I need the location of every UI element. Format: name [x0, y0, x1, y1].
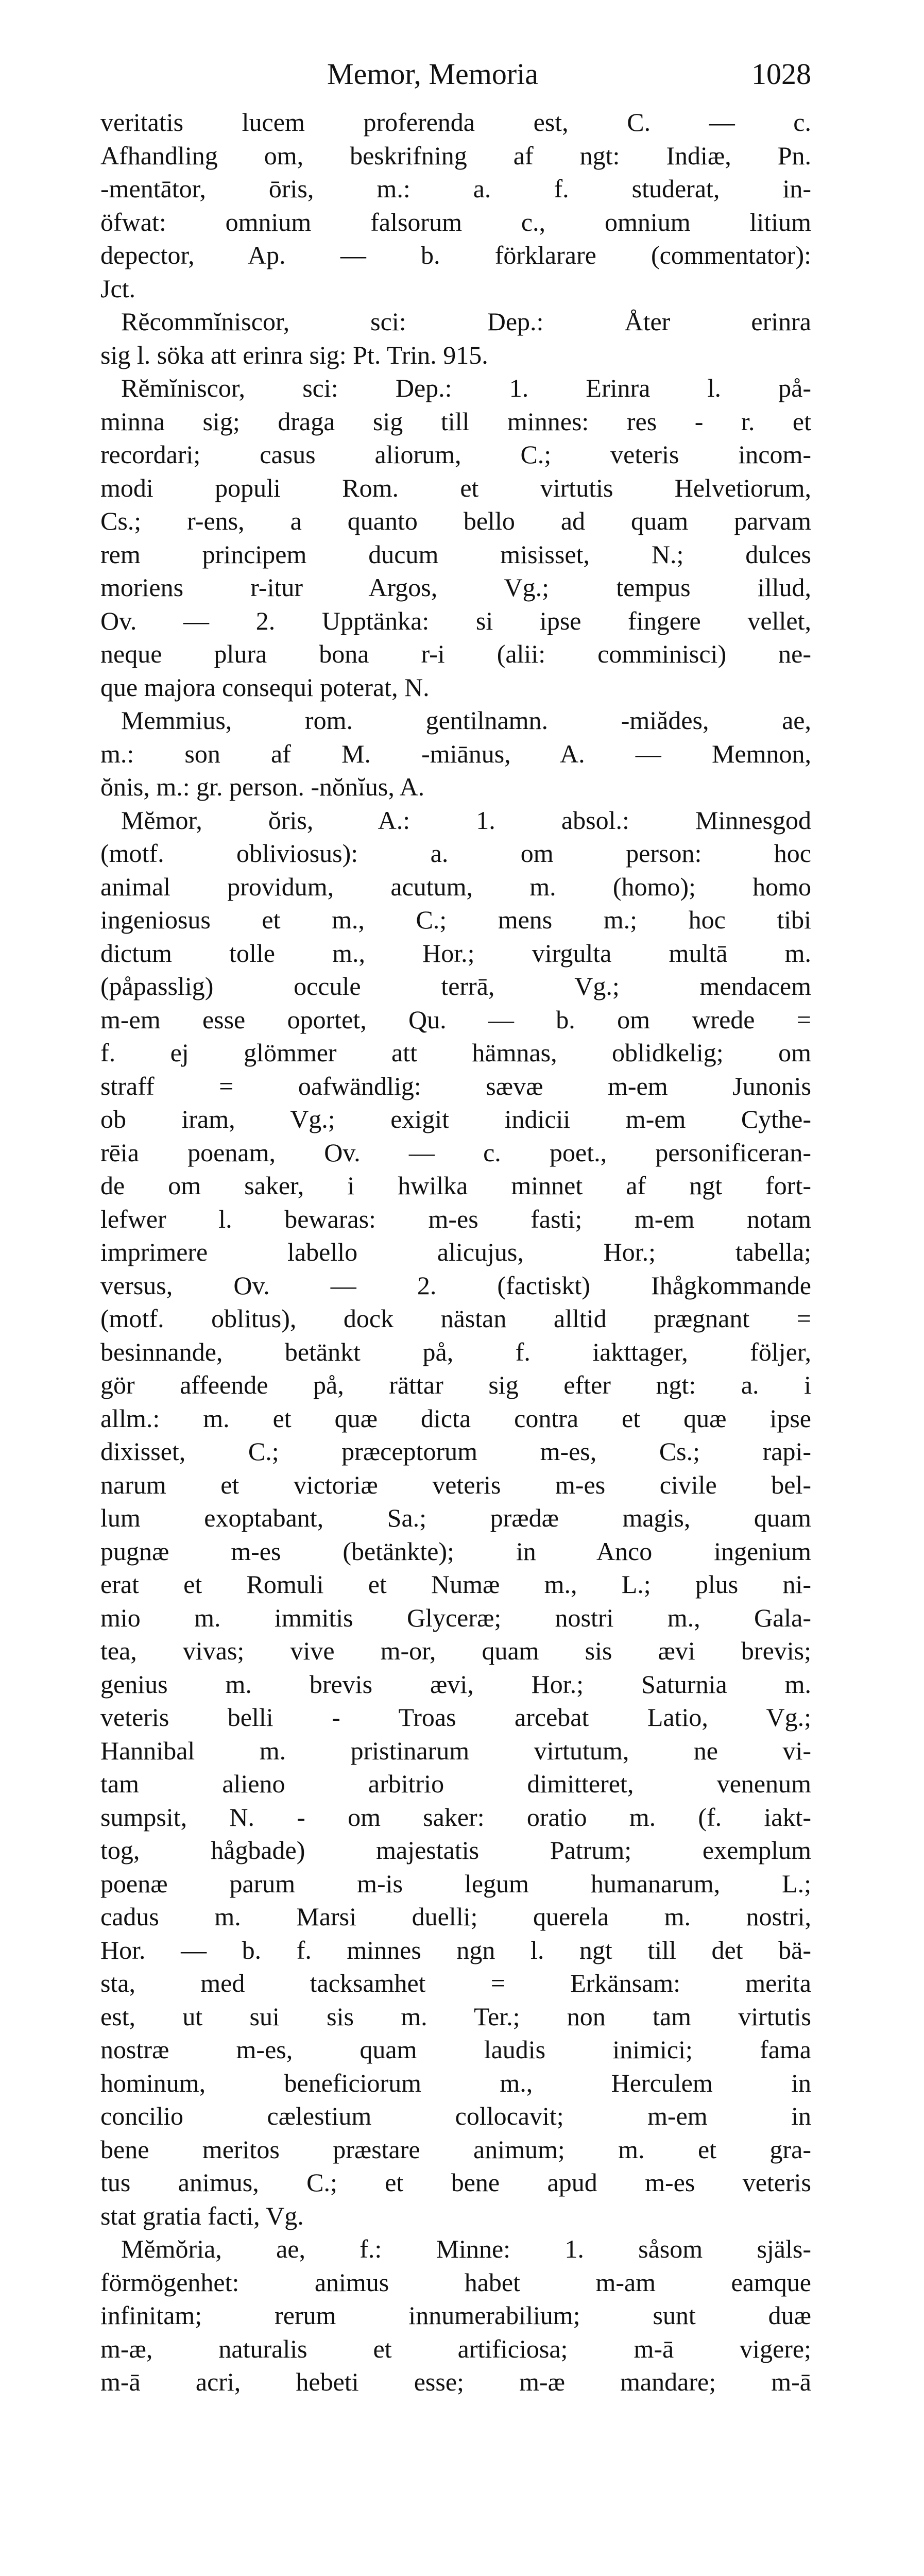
text-line: Mĕmor, ŏris, A.: 1. absol.: Minnesgod — [121, 805, 811, 835]
text-line: pugnæ m-es (betänkte); in Anco ingenium — [100, 1536, 811, 1566]
text-line: narum et victoriæ veteris m-es civile bel- — [100, 1470, 811, 1499]
text-line: besinnande, betänkt på, f. iakttager, följer, — [100, 1337, 811, 1366]
text-line: tus animus, C.; et bene apud m-es veteris — [100, 2168, 811, 2197]
text-line: cadus m. Marsi duelli; querela m. nostri, — [100, 1902, 811, 1931]
text-line: (motf. oblitus), dock nästan alltid prægnant = — [100, 1304, 811, 1333]
text-line: dixisset, C.; præceptorum m-es, Cs.; rapi- — [100, 1437, 811, 1466]
text-line: moriens r-itur Argos, Vg.; tempus illud, — [100, 573, 811, 602]
text-line: m.: son af M. -miānus, A. — Memnon, — [100, 739, 811, 768]
text-line: recordari; casus aliorum, C.; veteris incom- — [100, 440, 811, 469]
text-line: erat et Romuli et Numæ m., L.; plus ni- — [100, 1570, 811, 1599]
text-line: Ov. — 2. Upptänka: si ipse fingere vellet, — [100, 606, 811, 635]
text-line: hominum, beneficiorum m., Herculem in — [100, 2068, 811, 2097]
text-line: bene meritos præstare animum; m. et gra- — [100, 2134, 811, 2164]
text-line: de om saker, i hwilka minnet af ngt fort- — [100, 1171, 811, 1200]
dictionary-column — [100, 106, 811, 2576]
text-line: stat gratia facti, Vg. — [100, 2201, 304, 2230]
text-line: lum exoptabant, Sa.; prædæ magis, quam — [100, 1503, 811, 1532]
text-line: Rĕmĭniscor, sci: Dep.: 1. Erinra l. på- — [121, 374, 811, 402]
text-line: dictum tolle m., Hor.; virgulta multā m. — [100, 938, 811, 968]
text-line: Memmius, rom. gentilnamn. -miădes, ae, — [121, 706, 811, 735]
text-line: gör affeende på, rättar sig efter ngt: a. i — [100, 1370, 811, 1399]
text-line: m-em esse oportet, Qu. — b. om wrede = — [100, 1005, 811, 1034]
text-line: est, ut sui sis m. Ter.; non tam virtutis — [100, 2002, 811, 2031]
text-line: Mĕmŏria, ae, f.: Minne: 1. såsom själs- — [121, 2234, 811, 2263]
text-line: mio m. immitis Glyceræ; nostri m., Gala- — [100, 1603, 811, 1632]
text-line: sta, med tacksamhet = Erkänsam: merita — [100, 1969, 811, 1997]
text-line: genius m. brevis ævi, Hor.; Saturnia m. — [100, 1669, 811, 1699]
text-line: concilio cælestium collocavit; m-em in — [100, 2102, 811, 2130]
text-line: -mentātor, ōris, m.: a. f. studerat, in- — [100, 174, 811, 203]
text-line: m-ā acri, hebeti esse; m-æ mandare; m-ā — [100, 2367, 811, 2396]
text-line: veritatis lucem proferenda est, C. — c. — [100, 108, 811, 137]
text-line: Hannibal m. pristinarum virtutum, ne vi- — [100, 1736, 811, 1765]
text-line: Hor. — b. f. minnes ngn l. ngt till det bä- — [100, 1935, 811, 1964]
text-line: m-æ, naturalis et artificiosa; m-ā vigere; — [100, 2334, 811, 2363]
text-line: rēia poenam, Ov. — c. poet., personificeran- — [100, 1138, 811, 1167]
text-line: tam alieno arbitrio dimitteret, venenum — [100, 1769, 811, 1798]
text-line: imprimere labello alicujus, Hor.; tabella; — [100, 1238, 811, 1266]
text-line: straff = oafwändlig: sævæ m-em Junonis — [100, 1071, 811, 1100]
text-line: infinitam; rerum innumerabilium; sunt duæ — [100, 2301, 811, 2330]
text-line: neque plura bona r-i (alii: comminisci) ne- — [100, 639, 811, 668]
text-line: Rĕcommĭniscor, sci: Dep.: Åter erinra — [121, 307, 811, 336]
page-number: 1028 — [751, 57, 811, 91]
text-line: poenæ parum m-is legum humanarum, L.; — [100, 1869, 811, 1898]
text-line: förmögenhet: animus habet m-am eamque — [100, 2267, 811, 2297]
text-line: rem principem ducum misisset, N.; dulces — [100, 539, 811, 569]
text-line: versus, Ov. — 2. (factiskt) Ihågkommande — [100, 1270, 811, 1300]
text-line: Cs.; r-ens, a quanto bello ad quam parvam — [100, 506, 811, 535]
text-line: Jct. — [100, 274, 136, 303]
text-line: modi populi Rom. et virtutis Helvetiorum, — [100, 473, 811, 502]
text-line: (motf. obliviosus): a. om person: hoc — [100, 839, 811, 868]
page-header — [100, 57, 811, 98]
text-line: tog, hågbade) majestatis Patrum; exemplum — [100, 1836, 811, 1865]
text-line: animal providum, acutum, m. (homo); homo — [100, 872, 811, 901]
text-line: ŏnis, m.: gr. person. -nŏnĭus, A. — [100, 772, 425, 801]
running-head: Memor, Memoria — [327, 57, 539, 91]
text-line: öfwat: omnium falsorum c., omnium litium — [100, 207, 811, 236]
text-line: ingeniosus et m., C.; mens m.; hoc tibi — [100, 905, 811, 934]
text-line: allm.: m. et quæ dicta contra et quæ ipse — [100, 1403, 811, 1433]
text-line: sumpsit, N. - om saker: oratio m. (f. iakt- — [100, 1802, 811, 1832]
text-line: lefwer l. bewaras: m-es fasti; m-em notam — [100, 1204, 811, 1233]
text-line: ob iram, Vg.; exigit indicii m-em Cythe- — [100, 1105, 811, 1133]
text-line: nostræ m-es, quam laudis inimici; fama — [100, 2035, 811, 2064]
text-line: depector, Ap. — b. förklarare (commentator): — [100, 241, 811, 269]
text-line: que majora consequi poterat, N. — [100, 672, 430, 702]
text-line: Afhandling om, beskrifning af ngt: Indiæ, Pn. — [100, 141, 811, 170]
text-line: minna sig; draga sig till minnes: res - r. et — [100, 406, 811, 436]
text-line: f. ej glömmer att hämnas, oblidkelig; om — [100, 1038, 811, 1067]
text-line: (påpasslig) occule terrā, Vg.; mendacem — [100, 972, 811, 1001]
text-line: sig l. söka att erinra sig: Pt. Trin. 915. — [100, 340, 488, 369]
text-line: veteris belli - Troas arcebat Latio, Vg.; — [100, 1703, 811, 1732]
text-line: tea, vivas; vive m-or, quam sis ævi brevis; — [100, 1636, 811, 1665]
